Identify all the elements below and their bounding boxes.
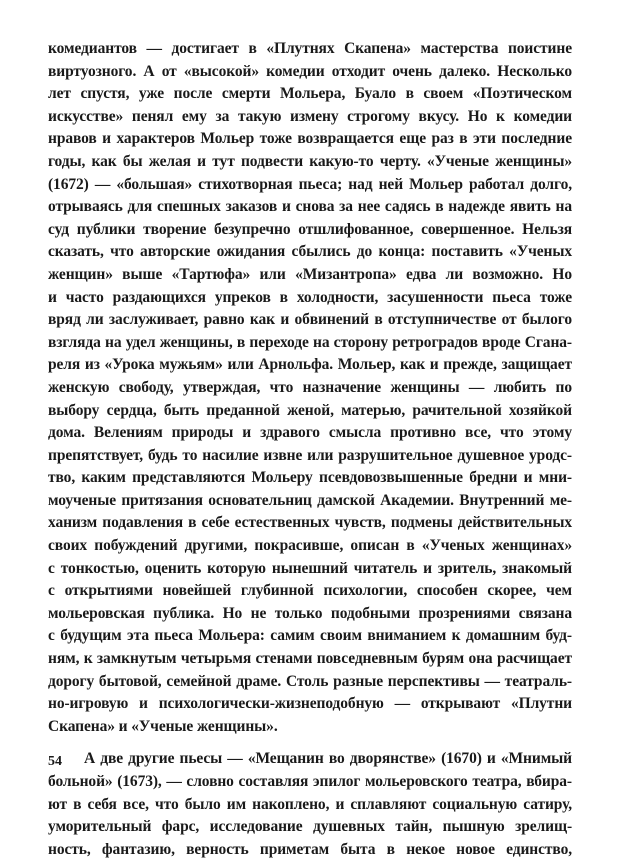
text-line: лет спустя, уже после смерти Мольера, Буало в своем «Поэтическом [48,85,572,103]
text-line: с тонкостью, оценить которую нынешний читатель и зритель, знакомый [48,559,572,577]
text-line: своих побуждений другими, покрасивше, описан в «Ученых женщинах» [48,537,572,555]
text-line: А две другие пьесы — «Мещанин во дворянстве» (1670) и «Мнимый [84,750,572,768]
text-line: моученые притязания основательниц дамской Академии. Внутренний ме- [48,491,572,509]
text-line: мольеровская публика. Но не только подобными прозрениями связана [48,604,572,622]
text-line: нравов и характеров Мольер тоже возвращается еще раз в эти последние [48,130,572,148]
text-line: с будущим эта пьеса Мольера: самим своим вниманием к домашним буд- [48,627,572,645]
text-line: ность, фантазию, верность приметам быта в некое новое единство, [48,840,572,858]
text-line: взгляда на удел женщины, в переходе на сторону ретроградов вроде Сгана- [48,333,572,351]
text-line: комедиантов — достигает в «Плутнях Скапена» мастерства поистине [48,40,572,57]
text-line: отрываясь для спешных заказов и снова за нее садясь в надежде явить на [48,198,572,216]
text-line: уморительный фарс, исследование душевных тайн, пышную зрелищ- [48,818,572,836]
text-line: ют в себя все, что было им накоплено, и сплавляют социальную сатиру, [48,795,572,813]
text-line: ханизм подавления в себе естественных чувств, подмены действительных [48,514,572,532]
text-line: сказать, что авторские ожидания сбылись до конца: поставить «Ученых [48,243,572,261]
text-line: вряд ли заслуживает, равно как и обвинений в отступничестве от былого [48,311,572,329]
text-line: виртуозного. А от «высокой» комедии отходит очень далеко. Несколько [48,62,572,80]
text-line: реля из «Урока мужьям» или Арнольфа. Мольер, как и прежде, защищает [48,356,572,374]
text-line: препятствует, будь то насилие извне или разрушительное душевное уродс- [48,446,572,464]
text-line: больной» (1673), — словно составляя эпилог мольеровского театра, вбира- [48,773,572,790]
text-line: искусстве» пенял ему за такую измену строгому вкусу. Но к комедии [48,107,572,125]
text-line: дома. Велениям природы и здравого смысла противно все, что этому [48,424,572,442]
text-line: выбору сердца, быть преданной женой, матерью, рачительной хозяйкой [48,401,572,419]
text-line: тво, каким представляются Мольеру псевдовозвышенные бредни и мни- [48,469,572,487]
text-line: суд публики творение безупречно отшлифованное, совершенное. Нельзя [48,220,572,238]
page-number: 54 [48,754,62,769]
text-line: но-игровую и психологически-жизнеподобную — открывают «Плутни [48,695,572,713]
paragraph-2 [48,748,572,861]
text-line: ням, к замкнутым четырьмя стенами повседневным бурям она расчищает [48,650,572,668]
text-line: годы, как бы желая и тут подвести какую-то черту. «Ученые женщины» [48,152,572,170]
text-line: женскую свободу, утверждая, что назначение женщины — любить по [48,378,572,396]
text-line: женщин» выше «Тартюфа» или «Мизантропа» едва ли возможно. Но [48,265,572,283]
text-line: с открытиями новейшей глубинной психологии, способен скорее, чем [48,582,572,600]
text-line: дорогу бытовой, семейной драме. Столь разные перспективы — театраль- [48,672,572,690]
text-line: Скапена» и «Ученые женщины». [48,717,278,735]
text-line: и часто раздающихся упреков в холодности, засушенности пьеса тоже [48,288,572,306]
paragraph-1 [48,38,572,738]
text-line: (1672) — «большая» стихотворная пьеса; над ней Мольер работал долго, [48,175,572,193]
page-body [48,38,572,861]
